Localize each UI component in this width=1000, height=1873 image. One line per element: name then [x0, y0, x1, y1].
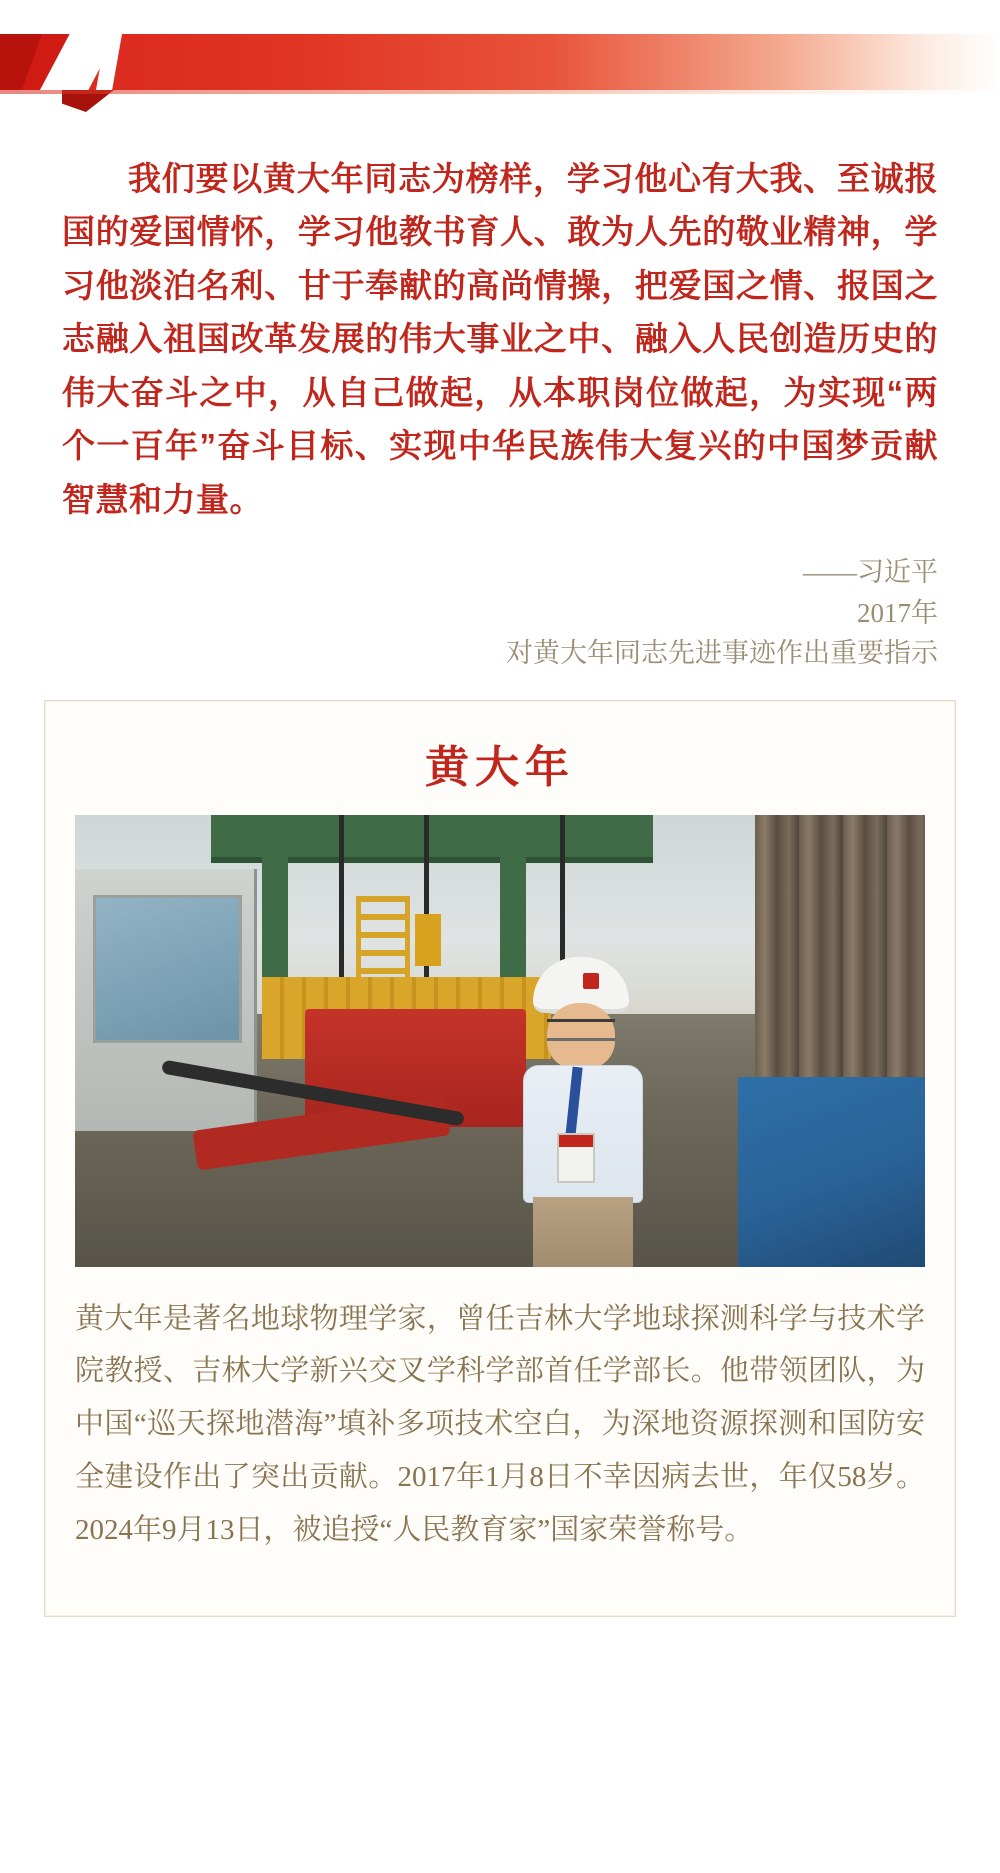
ribbon-band — [0, 0, 1000, 126]
photo-blue-tarp — [738, 1077, 925, 1267]
photo-operator-cab — [75, 869, 257, 1131]
quotation-text: 我们要以黄大年同志为榜样，学习他心有大我、至诚报国的爱国情怀，学习他教书育人、敢为人先的敬业精神，学习他淡泊名利、甘于奉献的高尚情操，把爱国之情、报国之志融入祖国改革发展的伟大事业之中、融入人民创造历史的伟大奋斗之中，从自己做起，从本职岗位做起，为实现“两个一百年”奋斗目标、实现中华民族伟大复兴的中国梦贡献智慧和力量。 — [62, 160, 938, 518]
quotation-attribution — [62, 552, 938, 674]
profile-card — [44, 700, 956, 1617]
photo-trousers — [533, 1197, 633, 1267]
ribbon-thin-line — [0, 90, 1000, 94]
photo-helmet-logo — [583, 973, 599, 989]
attribution-year: 2017年 — [857, 597, 938, 628]
photo-eyeglasses — [547, 1019, 615, 1041]
person-photo — [75, 815, 925, 1267]
photo-hook — [415, 914, 441, 966]
attribution-note: 对黄大年同志先进事迹作出重要指示 — [506, 638, 938, 669]
ribbon-red-swoosh — [0, 34, 1000, 90]
attribution-author: ——习近平 — [803, 557, 938, 588]
photo-badge-header — [559, 1135, 593, 1147]
quotation-section — [0, 126, 1000, 674]
biography-text: 黄大年是著名地球物理学家，曾任吉林大学地球探测科学与技术学院教授、吉林大学新兴交叉学科学部首任学部长。他带领团队，为中国“巡天探地潜海”填补多项技术空白，为深地资源探测和国防安全建设作出了突出贡献。2017年1月8日不幸因病去世，年仅58岁。2024年9月13日，被追授“人民教育家”国家荣誉称号。 — [75, 1302, 925, 1546]
photo-person-figure — [517, 957, 647, 1267]
photo-cab-window — [93, 895, 242, 1043]
person-name-title: 黄大年 — [425, 742, 575, 792]
photo-id-badge — [557, 1133, 595, 1183]
bottom-spacer — [0, 1617, 1000, 1677]
